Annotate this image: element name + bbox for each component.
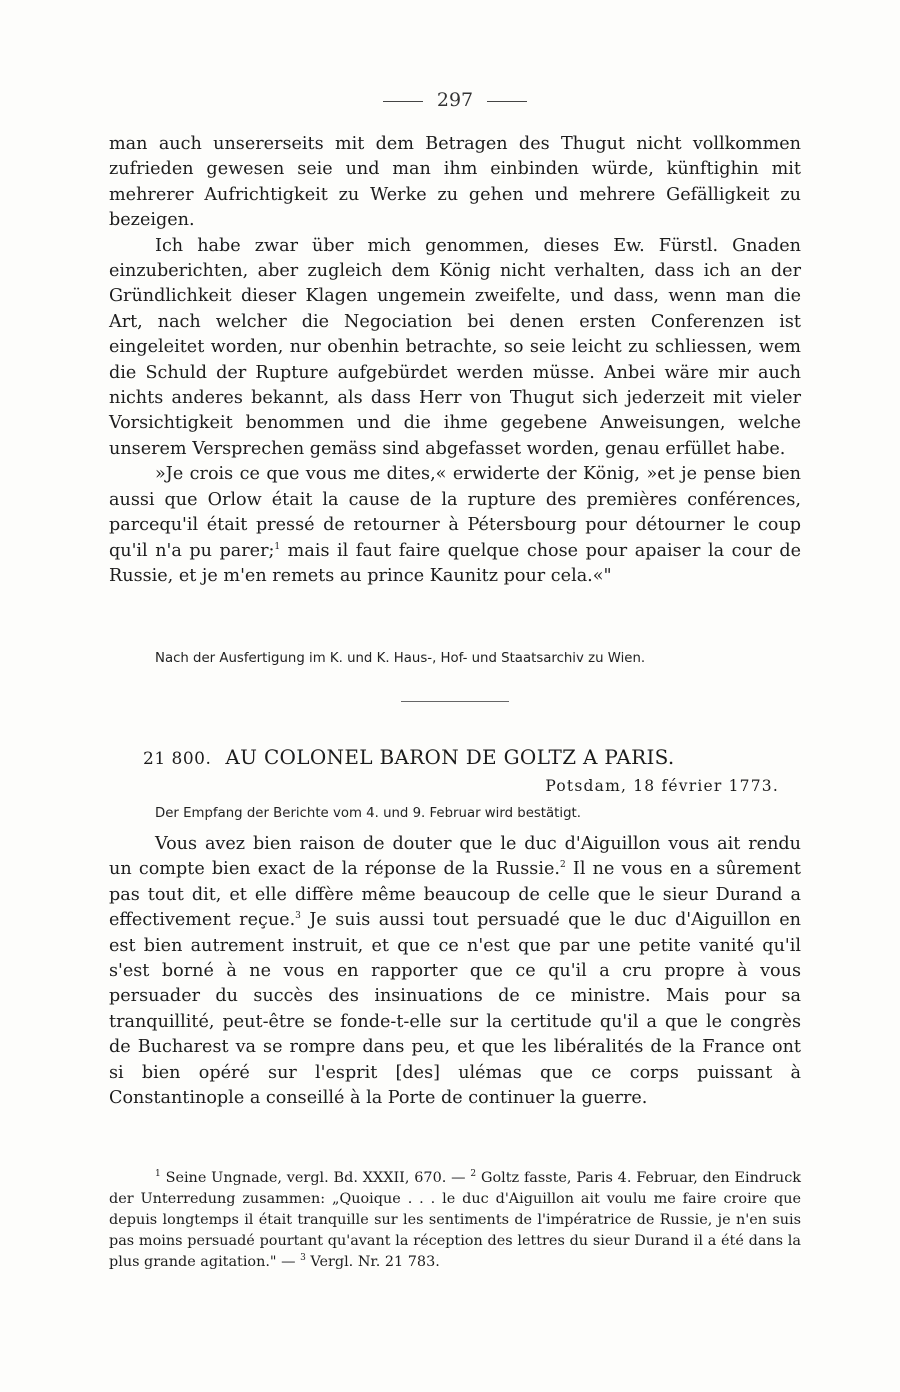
footnote-marker-1: 1 (155, 1169, 161, 1180)
continued-report (109, 132, 801, 589)
footnote-block (109, 1168, 801, 1273)
page-number-line (109, 88, 801, 112)
letter-text-a: Vous avez bien raison de douter que le duc d'Aiguillon vous ait rendu un compte bien exact de la réponse de la Russie. (109, 834, 801, 880)
document-heading (143, 744, 823, 772)
footnote-ref-1: 1 (274, 541, 281, 552)
footnote-marker-2: 2 (470, 1169, 477, 1180)
right-rule (487, 101, 527, 102)
paragraph-3-part-a: »Je crois ce que vous me dites,« erwiderte der König, »et je pense bien aussi que Orlow était la cause de la rupture des premières conférences, parcequ'il était pressé de retourner à Pétersbourg pour détourner le coup qu'il n'a pu parer; (109, 464, 801, 561)
footnote-marker-3: 3 (300, 1253, 306, 1264)
letter-text-b: Il ne vous en a sûrement pas tout dit, et elle diffère même beaucoup de celle que le sieur Durand a effectivement reçue. (109, 859, 801, 931)
document-number: 21 800. (143, 749, 212, 769)
footnotes (109, 1168, 801, 1273)
footnote-ref-3: 3 (295, 911, 301, 922)
letter-text-c: Je suis aussi tout persuadé que le duc d'Aiguillon en est bien autrement instruit, et que ce n'est que par une petite vanité qu'il s'est borné à ne vous en rapporter que ce qu'il a cru propre à vous persuader du succès des insinuations de ce ministre. Mais pour sa tranquillité, peut-être se fonde-t-elle sur la certitude qu'il a que le congrès de Bucharest va se rompre dans peu, et que les libéralités de la France ont si bien opéré sur l'esprit [des] ulémas que ce corps puissant à Constantinople a conseillé à la Porte de continuer la guerre. (109, 910, 801, 1109)
letter-body (109, 832, 801, 1111)
document-title: AU COLONEL BARON DE GOLTZ A PARIS. (225, 745, 675, 769)
page-number: 297 (436, 89, 474, 111)
archive-source-note: Nach der Ausfertigung im K. und K. Haus-, Hof- und Staatsarchiv zu Wien. (155, 651, 646, 666)
footnote-ref-2: 2 (559, 860, 566, 871)
section-divider (401, 701, 509, 702)
dateline: Potsdam, 18 février 1773. (545, 777, 779, 795)
paragraph-2: Ich habe zwar über mich genommen, dieses Ew. Fürstl. Gnaden einzuberichten, aber zugleich dem König nicht verhalten, dass ich an der Gründlichkeit dieser Klagen ungemein zweifelte, und dass, wenn man die Art, nach welcher die Negociation bei denen ersten Conferenzen ist eingeleitet worden, nur obenhin betrachte, so seie leicht zu schliessen, wem die Schuld der Rupture aufgebürdet werden müsse. Anbei wäre mir auch nichts anderes bekannt, als dass Herr von Thugut sich jederzeit mit vieler Vorsichtigkeit benommen und die ihme gegebene Anweisungen, welche unserem Versprechen gemäss sind abgefasset worden, genau erfüllet habe. (109, 235, 801, 459)
document-summary: Der Empfang der Berichte vom 4. und 9. Februar wird bestätigt. (155, 806, 581, 821)
footnote-3: Vergl. Nr. 21 783. (305, 1254, 440, 1270)
letter-paragraph (109, 832, 801, 1111)
paragraph-1: man auch unsererseits mit dem Betragen des Thugut nicht vollkommen zufrieden gewesen seie und man ihm einbinden würde, künftighin mit mehrerer Aufrichtigkeit zu Werke zu gehen und mehrere Gefälligkeit zu bezeigen. (109, 134, 801, 231)
paragraph-3 (109, 462, 801, 589)
paragraph-3-part-b: mais il faut faire quelque chose pour apaiser la cour de Russie, et je m'en remets au prince Kaunitz pour cela.«" (109, 540, 801, 586)
footnote-2: Goltz fasste, Paris 4. Februar, den Eindruck der Unterredung zusammen: „Quoique . . . le duc d'Aiguillon ait voulu me faire croire que depuis longtemps il était tranquille sur les sentiments de l'impératrice de Russie, je n'en suis pas moins persuadé pourtant qu'avant la réception des lettres du sieur Durand il a été dans la plus grande agitation." — (109, 1170, 801, 1270)
left-rule (383, 101, 423, 102)
footnote-1: Seine Ungnade, vergl. Bd. XXXII, 670. — (160, 1170, 471, 1186)
